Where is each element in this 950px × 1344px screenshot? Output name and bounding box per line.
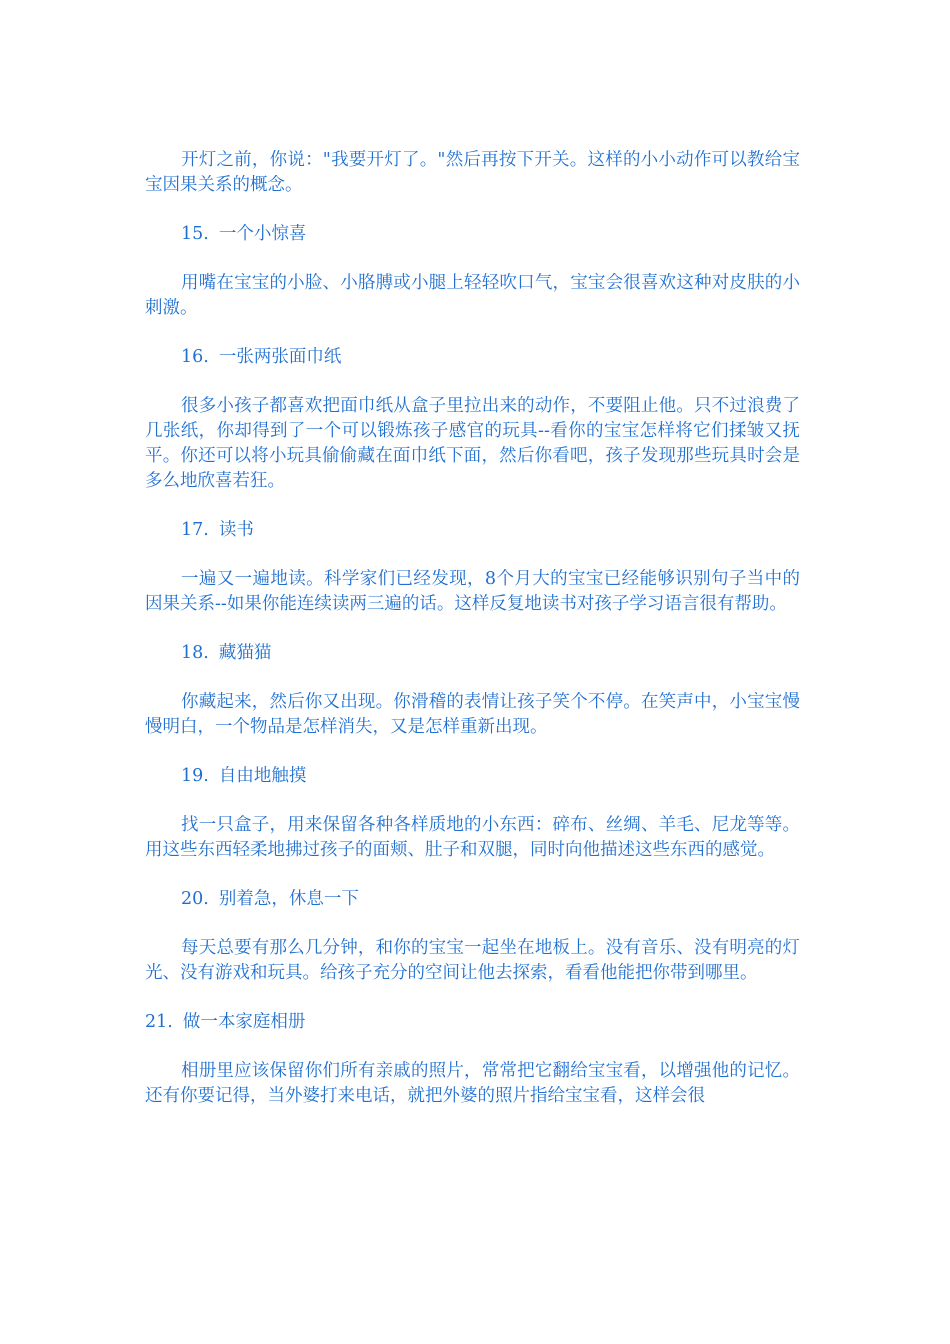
paragraph-switch: 开灯之前，你说："我要开灯了。"然后再按下开关。这样的小小动作可以教给宝宝因果关系的概念。	[145, 150, 800, 195]
heading-16	[145, 345, 800, 370]
paragraph-album: 相册里应该保留你们所有亲戚的照片，常常把它翻给宝宝看，以增强他的记忆。还有你要记得，当外婆打来电话，就把外婆的照片指给宝宝看，这样会很	[145, 1061, 800, 1106]
heading-number: 20.	[181, 889, 209, 909]
heading-title: 别着急，休息一下	[218, 889, 359, 909]
paragraph-rest: 每天总要有那么几分钟，和你的宝宝一起坐在地板上。没有音乐、没有明亮的灯光、没有游戏和玩具。给孩子充分的空间让他去探索，看看他能把你带到哪里。	[145, 938, 800, 983]
heading-21	[145, 1010, 800, 1035]
heading-title: 一个小惊喜	[218, 224, 307, 244]
heading-number: 17.	[181, 520, 209, 540]
heading-number: 16.	[181, 347, 209, 367]
heading-number: 15.	[181, 224, 209, 244]
heading-20	[145, 887, 800, 912]
heading-19	[145, 764, 800, 789]
heading-15	[145, 222, 800, 247]
paragraph-touch: 找一只盒子，用来保留各种各样质地的小东西：碎布、丝绸、羊毛、尼龙等等。用这些东西轻柔地拂过孩子的面颊、肚子和双腿，同时向他描述这些东西的感觉。	[145, 815, 800, 860]
heading-18	[145, 641, 800, 666]
heading-number: 19.	[181, 766, 209, 786]
paragraph-reading: 一遍又一遍地读。科学家们已经发现，8个月大的宝宝已经能够识别句子当中的因果关系--如果你能连续读两三遍的话。这样反复地读书对孩子学习语言很有帮助。	[145, 569, 800, 614]
heading-number: 18.	[181, 643, 209, 663]
heading-title: 藏猫猫	[218, 643, 272, 663]
paragraph-tissue: 很多小孩子都喜欢把面巾纸从盒子里拉出来的动作，不要阻止他。只不过浪费了几张纸，你却得到了一个可以锻炼孩子感官的玩具--看你的宝宝怎样将它们揉皱又抚平。你还可以将小玩具偷偷藏在面巾纸下面，然后你看吧，孩子发现那些玩具时会是多么地欣喜若狂。	[145, 396, 800, 491]
paragraph-peekaboo: 你藏起来，然后你又出现。你滑稽的表情让孩子笑个不停。在笑声中，小宝宝慢慢明白，一个物品是怎样消失，又是怎样重新出现。	[145, 692, 800, 737]
heading-title: 自由地触摸	[218, 766, 307, 786]
heading-title: 做一本家庭相册	[182, 1012, 306, 1032]
paragraph-surprise: 用嘴在宝宝的小脸、小胳膊或小腿上轻轻吹口气，宝宝会很喜欢这种对皮肤的小刺激。	[145, 273, 800, 318]
heading-number: 21.	[145, 1012, 173, 1032]
heading-title: 一张两张面巾纸	[218, 347, 342, 367]
heading-17	[145, 518, 800, 543]
document-page	[145, 148, 800, 1133]
heading-title: 读书	[218, 520, 254, 540]
